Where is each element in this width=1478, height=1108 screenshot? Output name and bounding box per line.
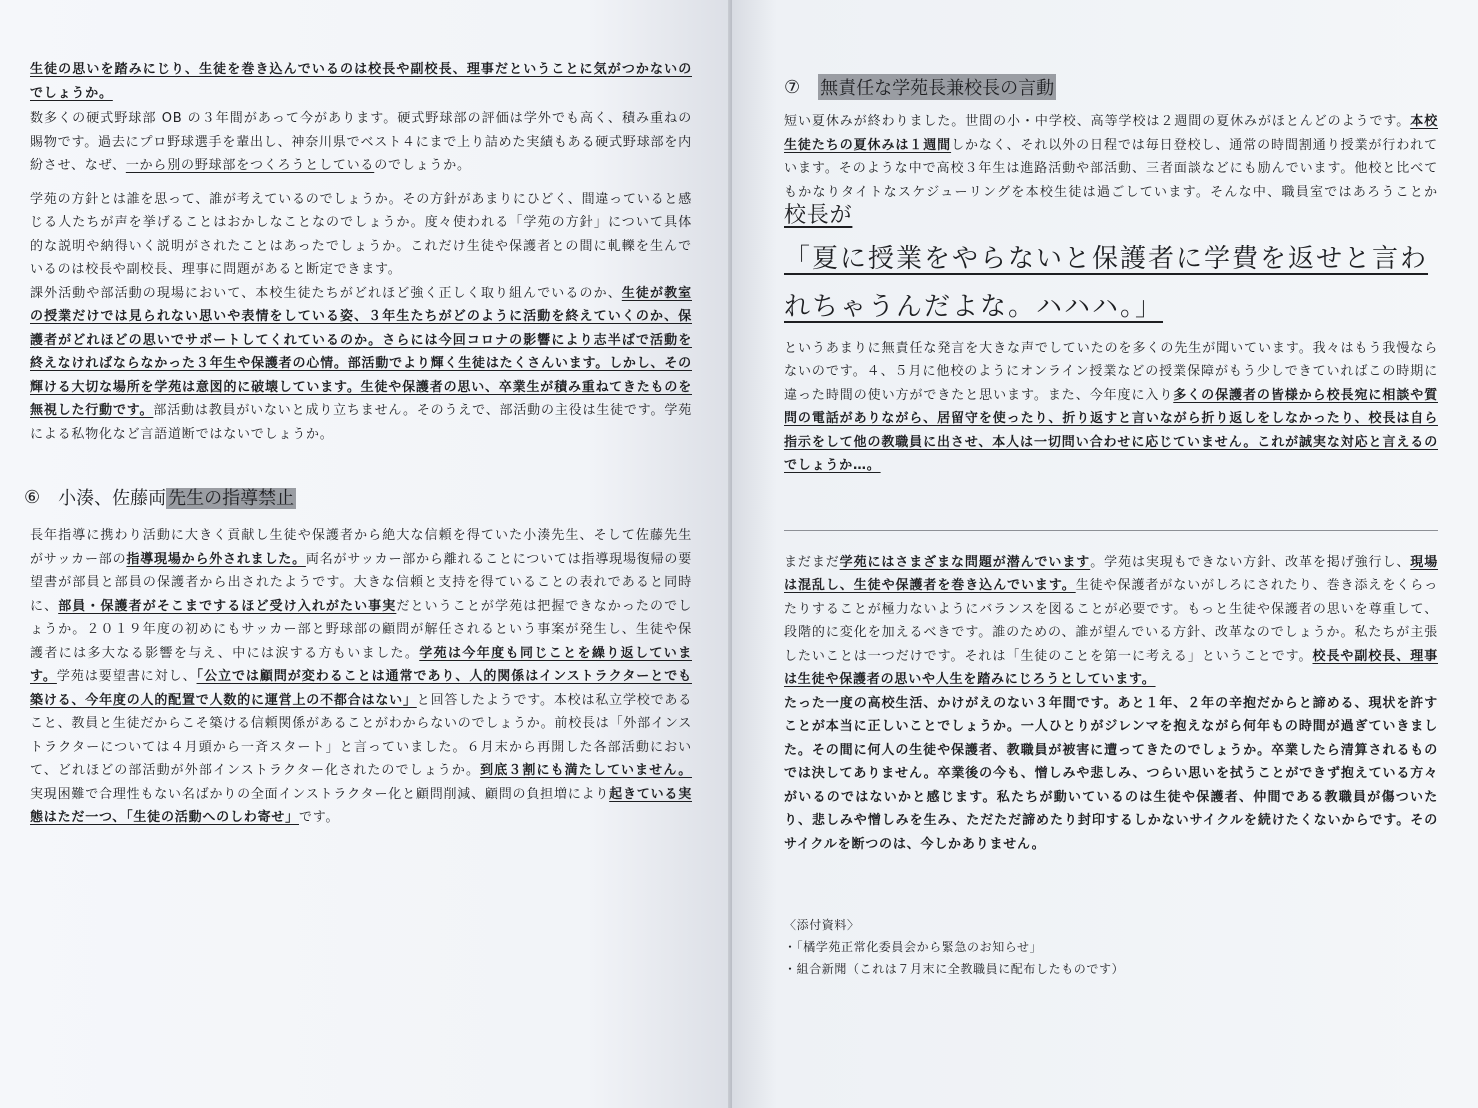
lead-paragraph: 生徒の思いを踏みにじり、生徒を巻き込んでいるのは校長や副校長、理事だということに気がつかないのでしょうか。 xyxy=(30,62,692,101)
section-6-heading xyxy=(24,480,692,514)
attachments-heading: 〈添付資料〉 xyxy=(784,918,860,932)
left-page xyxy=(0,0,732,1108)
section-7-title: 無責任な学苑長兼校長の言動 xyxy=(818,74,1056,100)
attachments xyxy=(784,914,1438,980)
section-6-number: ⑥ xyxy=(24,486,41,508)
section-7-number: ⑦ xyxy=(784,76,801,98)
right-page xyxy=(732,0,1478,1108)
summer-break-paragraph: 短い夏休みが終わりました。世間の小・中学校、高等学校は２週間の夏休みがほとんどのようです。本校生徒たちの夏休みは１週間しかなく、それ以外の日程では毎日登校し、通常の時間割通り授業が行われています。そのような中で高校３年生は進路活動や部活動、三者面談などにも励んでいます。他校と比べてもかなりタイトなスケジューリングを本校生徒は過ごしています。そんな中、職員室ではあろうことか校長が xyxy=(784,114,1438,228)
section-6-title: 小湊、佐藤両 先生の指導禁止 xyxy=(58,488,295,509)
problems-paragraph: まだまだ学苑にはさまざまな問題が潜んでいます。学苑は実現もできない方針、改革を掲げ強行し、現場は混乱し、生徒や保護者を巻き込んでいます。生徒や保護者がないがしろにされたり、巻き添えをくらったりすることが極力ないようにバランスを図ることが必要です。もっと生徒や保護者の思いを尊重して、段階的に変化を加えるべきです。誰のための、誰が望んでいる方針、改革なのでしょうか。私たちが主張したいことは一つだけです。それは「生徒のことを第一に考える」ということです。校長や副校長、理事は生徒や保護者の思いや人生を踏みにじろうとしています。 xyxy=(784,554,1438,687)
principal-quote: 「夏に授業をやらないと保護者に学費を返せと言われちゃうんだよな。ハハハ。」 xyxy=(784,243,1429,322)
section-divider xyxy=(784,530,1438,531)
principal-label: 校長が xyxy=(784,203,853,228)
baseball-paragraph: 数多くの硬式野球部 OB の３年間があって今があります。硬式野球部の評価は学外でも高く、積み重ねの賜物です。過去にプロ野球選手を輩出し、神奈川県でベスト４にまで上り詰めた実績もある硬式野球部を内紛させ、なぜ、一から別の野球部をつくろうとしているのでしょうか。 xyxy=(30,111,692,173)
attachment-item: ・「橘学苑正常化委員会から緊急のお知らせ」 xyxy=(784,940,1043,954)
policy-paragraph: 学苑の方針とは誰を思って、誰が考えているのでしょうか。その方針があまりにひどく、間違っていると感じる人たちが声を挙げることはおかしなことなのでしょうか。度々使われる「学苑の方針」について具体的な説明や納得いく説明がされたことはあったでしょうか。これだけ生徒や保護者との間に軋轢を生んでいるのは校長や副校長、理事に問題があると断定できます。 xyxy=(30,191,692,277)
club-activity-paragraph: 課外活動や部活動の現場において、本校生徒たちがどれほど強く正しく取り組んでいるのか、生徒が教室の授業だけでは見られない思いや表情をしている姿、３年生たちがどのように活動を終えていくのか、保護者がどれほどの思いでサポートしてくれているのか。さらには今回コロナの影響により志半ばで活動を終えなければならなかった３年生や保護者の心情。部活動でより輝く生徒はたくさんいます。しかし、その輝ける大切な場所を学苑は意図的に破壊しています。生徒や保護者の思い、卒業生が積み重ねてきたものを無視した行動です。部活動は教員がいないと成り立ちません。そのうえで、部活動の主役は生徒です。学苑による私物化など言語道断ではないでしょうか。 xyxy=(30,285,692,442)
attachment-item: ・組合新聞（これは７月末に全教職員に配布したものです） xyxy=(784,962,1125,976)
section-7-heading xyxy=(784,70,1438,104)
section-6-body: 長年指導に携わり活動に大きく貢献し生徒や保護者から絶大な信頼を得ていた小湊先生、そして佐藤先生がサッカー部の指導現場から外されました。両名がサッカー部から離れることについては指導現場復帰の要望書が部員と部員の保護者から出されたようです。大きな信頼と支持を得ていることの表れであると同時に、部員・保護者がそこまでするほど受け入れがたい事実だということが学苑は把握できなかったのでしょうか。２０１９年度の初めにもサッカー部と野球部の顧問が解任されるという事案が発生し、生徒や保護者には多大なる影響を与え、中には涙する方もいました。学苑は今年度も同じことを繰り返しています。学苑は要望書に対し、「公立では顧問が変わることは通常であり、人的関係はインストラクターとでも築ける、今年度の人的配置で人数的に運営上の不都合はない」と回答したようです。本校は私立学校であること、教員と生徒だからこそ築ける信頼関係があることがわからないのでしょうか。前校長は「外部インストラクターについては４月頭から一斉スタート」と言っていました。６月末から再開した各部活動において、どれほどの部活動が外部インストラクター化されたのでしょうか。到底３割にも満たしていません。実現困難で合理性もない名ばかりの全面インストラクター化と顧問削減、顧問の負担増により起きている実態はただ一つ、「生徒の活動へのしわ寄せ」です。 xyxy=(30,528,693,825)
irresponsible-remark-paragraph: というあまりに無責任な発言を大きな声でしていたのを多くの先生が聞いています。我々はもう我慢ならないのです。４、５月に他校のようにオンライン授業などの授業保障がもう少しできていればこの時期に違った時間の使い方ができたと思います。また、今年度に入り多くの保護者の皆様から校長宛に相談や質問の電話がありながら、居留守を使ったり、折り返すと言いながら折り返しをしなかったり、校長は自ら指示をして他の教職員に出させ、本人は一切問い合わせに応じていません。これが誠実な対応と言えるのでしょうか…。 xyxy=(784,340,1438,473)
closing-paragraph: たった一度の高校生活、かけがえのない３年間です。あと１年、２年の辛抱だからと諦める、現状を許すことが本当に正しいことでしょうか。一人ひとりがジレンマを抱えながら何年もの時間が過ぎていきました。その間に何人の生徒や保護者、教職員が被害に遭ってきたのでしょうか。卒業したら清算されるものでは決してありません。卒業後の今も、憎しみや悲しみ、つらい思いを拭うことができず抱えている方々がいるのではないかと感じます。私たちが動いているのは生徒や保護者、仲間である教職員が傷ついたり、悲しみや憎しみを生み、ただただ諦めたり封印するしかないサイクルを続けたくないからです。そのサイクルを断つのは、今しかありません。 xyxy=(784,695,1438,852)
